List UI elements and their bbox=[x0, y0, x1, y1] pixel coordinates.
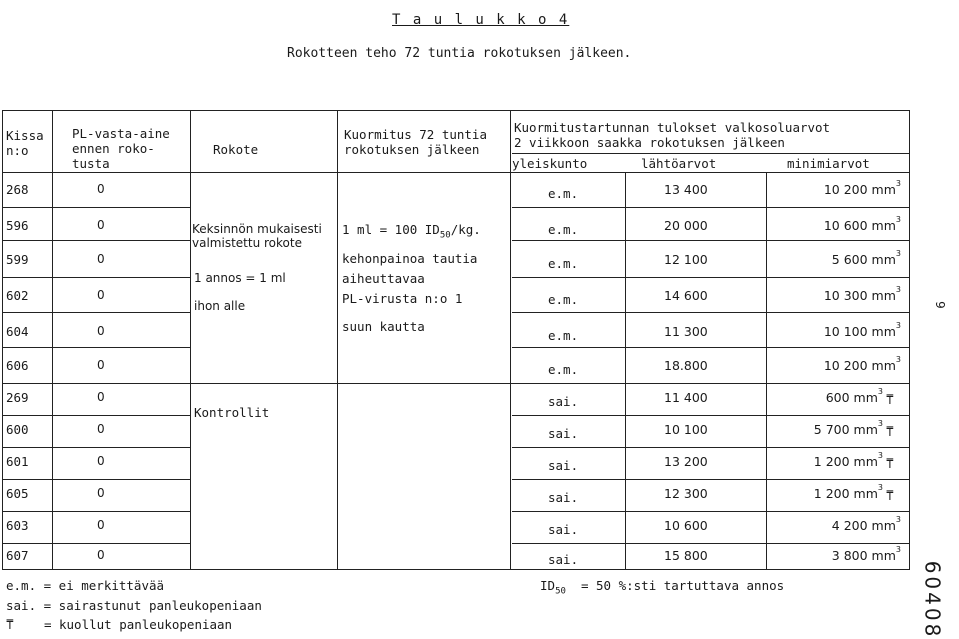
header-rokote: Rokote bbox=[213, 142, 259, 157]
cell-pl: 0 bbox=[97, 182, 105, 196]
cell-pl: 0 bbox=[97, 518, 105, 532]
document-number: 60408 bbox=[920, 560, 945, 639]
cell-pl: 0 bbox=[97, 324, 105, 338]
row-divider bbox=[2, 347, 190, 348]
death-cross-icon: ⍑ bbox=[886, 457, 894, 472]
cell-pl: 0 bbox=[97, 288, 105, 302]
legend-em: e.m. = ei merkittävää bbox=[6, 578, 165, 593]
header-minimiarvot: minimiarvot bbox=[787, 156, 870, 171]
challenge-line-4: PL-virusta n:o 1 bbox=[342, 291, 463, 306]
row-divider bbox=[2, 207, 190, 208]
row-divider bbox=[2, 312, 190, 313]
cell-minimi: 600 $mm^3$ bbox=[825, 387, 883, 405]
row-divider bbox=[2, 415, 190, 416]
cell-kissa: 600 bbox=[6, 422, 29, 437]
table-title: T a u l u k k o 4 bbox=[392, 12, 570, 28]
cell-yleiskunto: e.m. bbox=[548, 328, 579, 343]
vaccine-dose: 1 annos = 1 ml bbox=[194, 271, 286, 285]
col-line-pl bbox=[190, 110, 191, 570]
row-divider-results bbox=[512, 447, 909, 448]
cell-yleiskunto: e.m. bbox=[548, 186, 579, 201]
cell-kissa: 596 bbox=[6, 218, 29, 233]
row-divider-results bbox=[512, 347, 909, 348]
cell-lahto: 20 000 bbox=[664, 218, 708, 233]
cell-lahto: 10 600 bbox=[664, 518, 708, 533]
cell-pl: 0 bbox=[97, 358, 105, 372]
border-left bbox=[2, 110, 3, 570]
vaccine-route: ihon alle bbox=[194, 299, 246, 313]
cell-pl: 0 bbox=[97, 422, 105, 436]
cell-kissa: 601 bbox=[6, 454, 29, 469]
legend-death: ⍑ = kuollut panleukopeniaan bbox=[6, 617, 233, 633]
cell-lahto: 12 300 bbox=[664, 486, 708, 501]
cell-minimi: 1 200 $mm^3$ bbox=[813, 483, 883, 501]
row-divider bbox=[2, 479, 190, 480]
challenge-line-2: kehonpainoa tautia bbox=[342, 251, 478, 266]
header-yleiskunto: yleiskunto bbox=[512, 156, 588, 171]
cell-lahto: 12 100 bbox=[664, 252, 708, 267]
cell-pl: 0 bbox=[97, 390, 105, 404]
cell-yleiskunto: sai. bbox=[548, 458, 579, 473]
row-divider-results bbox=[512, 312, 909, 313]
row-divider-results bbox=[512, 511, 909, 512]
cell-yleiskunto: sai. bbox=[548, 490, 579, 505]
challenge-line-5: suun kautta bbox=[342, 319, 425, 334]
challenge-dose: 1 ml = 100 $ID_{50}/kg$. bbox=[342, 222, 481, 241]
cell-lahto: 11 400 bbox=[664, 390, 708, 405]
cell-lahto: 10 100 bbox=[664, 422, 708, 437]
row-divider bbox=[2, 277, 190, 278]
cell-minimi: 4 200 $mm^3$ bbox=[831, 515, 901, 533]
cell-kissa: 607 bbox=[6, 548, 29, 563]
vaccine-description: Keksinnön mukaisesti valmistettu rokote bbox=[192, 222, 322, 250]
group-divider bbox=[2, 383, 910, 384]
cell-minimi: 10 200 $mm^3$ bbox=[823, 179, 901, 197]
cell-yleiskunto: sai. bbox=[548, 522, 579, 537]
cell-kissa: 605 bbox=[6, 486, 29, 501]
table-border-top bbox=[2, 110, 910, 111]
death-cross-icon: ⍑ bbox=[886, 393, 894, 408]
legend-sai: sai. = sairastunut panleukopeniaan bbox=[6, 598, 262, 613]
row-divider-results bbox=[512, 277, 909, 278]
cell-kissa: 268 bbox=[6, 182, 29, 197]
col-line-kissa bbox=[52, 110, 53, 570]
cell-minimi: 10 100 $mm^3$ bbox=[823, 321, 901, 339]
cell-lahto: 14 600 bbox=[664, 288, 708, 303]
col-line-kuormitus bbox=[510, 110, 511, 570]
cell-pl: 0 bbox=[97, 548, 105, 562]
header-divider bbox=[2, 172, 910, 173]
row-divider-results bbox=[512, 543, 909, 544]
cell-pl: 0 bbox=[97, 218, 105, 232]
row-divider bbox=[2, 543, 190, 544]
page-number: 9 bbox=[932, 301, 947, 309]
death-cross-icon: ⍑ bbox=[886, 489, 894, 504]
cell-lahto: 13 200 bbox=[664, 454, 708, 469]
cell-kissa: 602 bbox=[6, 288, 29, 303]
row-divider bbox=[2, 240, 190, 241]
cell-lahto: 15 800 bbox=[664, 548, 708, 563]
cell-minimi: 5 600 $mm^3$ bbox=[831, 249, 901, 267]
row-divider bbox=[2, 511, 190, 512]
cell-yleiskunto: sai. bbox=[548, 426, 579, 441]
row-divider-results bbox=[512, 207, 909, 208]
death-symbol-icon: ⍑ bbox=[6, 618, 14, 633]
header-kissa: Kissa n:o bbox=[6, 128, 44, 158]
challenge-line-3: aiheuttavaa bbox=[342, 271, 425, 286]
cell-pl: 0 bbox=[97, 252, 105, 266]
header-kuormitus: Kuormitus 72 tuntia rokotuksen jälkeen bbox=[344, 127, 487, 157]
cell-lahto: 18.800 bbox=[664, 358, 708, 373]
cell-yleiskunto: e.m. bbox=[548, 256, 579, 271]
cell-kissa: 606 bbox=[6, 358, 29, 373]
cell-minimi: 10 600 $mm^3$ bbox=[823, 215, 901, 233]
row-divider-results bbox=[512, 415, 909, 416]
col-line-rokote bbox=[337, 110, 338, 570]
cell-lahto: 11 300 bbox=[664, 324, 708, 339]
header-lahtoarvot: lähtöarvot bbox=[641, 156, 717, 171]
cell-minimi: 10 200 $mm^3$ bbox=[823, 355, 901, 373]
cell-kissa: 269 bbox=[6, 390, 29, 405]
cell-lahto: 13 400 bbox=[664, 182, 708, 197]
cell-kissa: 604 bbox=[6, 324, 29, 339]
cell-pl: 0 bbox=[97, 486, 105, 500]
cell-yleiskunto: e.m. bbox=[548, 222, 579, 237]
row-divider-results bbox=[512, 479, 909, 480]
subheader-line bbox=[512, 153, 910, 154]
cell-yleiskunto: e.m. bbox=[548, 292, 579, 307]
cell-minimi: 3 800 $mm^3$ bbox=[831, 545, 901, 563]
border-right bbox=[909, 110, 910, 570]
header-tulokset: Kuormitustartunnan tulokset valkosoluarvot 2 viikkoon saakka rokotuksen jälkeen bbox=[514, 120, 831, 150]
death-cross-icon: ⍑ bbox=[886, 425, 894, 440]
cell-kissa: 599 bbox=[6, 252, 29, 267]
row-divider bbox=[2, 447, 190, 448]
cell-yleiskunto: sai. bbox=[548, 552, 579, 567]
cell-yleiskunto: e.m. bbox=[548, 362, 579, 377]
table-subtitle: Rokotteen teho 72 tuntia rokotuksen jälkeen. bbox=[287, 46, 632, 61]
cell-pl: 0 bbox=[97, 454, 105, 468]
cell-kissa: 603 bbox=[6, 518, 29, 533]
row-divider-results bbox=[512, 240, 909, 241]
header-pl-vasta-aine: PL-vasta-aine ennen roko- tusta bbox=[72, 126, 170, 171]
cell-minimi: 1 200 $mm^3$ bbox=[813, 451, 883, 469]
cell-minimi: 5 700 $mm^3$ bbox=[813, 419, 883, 437]
cell-yleiskunto: sai. bbox=[548, 394, 579, 409]
table-border-bottom bbox=[2, 569, 910, 570]
control-group-label: Kontrollit bbox=[194, 405, 270, 420]
cell-minimi: 10 300 $mm^3$ bbox=[823, 285, 901, 303]
legend-id50: $ID_{50} = 50$ %:sti tartuttava annos bbox=[540, 578, 785, 597]
